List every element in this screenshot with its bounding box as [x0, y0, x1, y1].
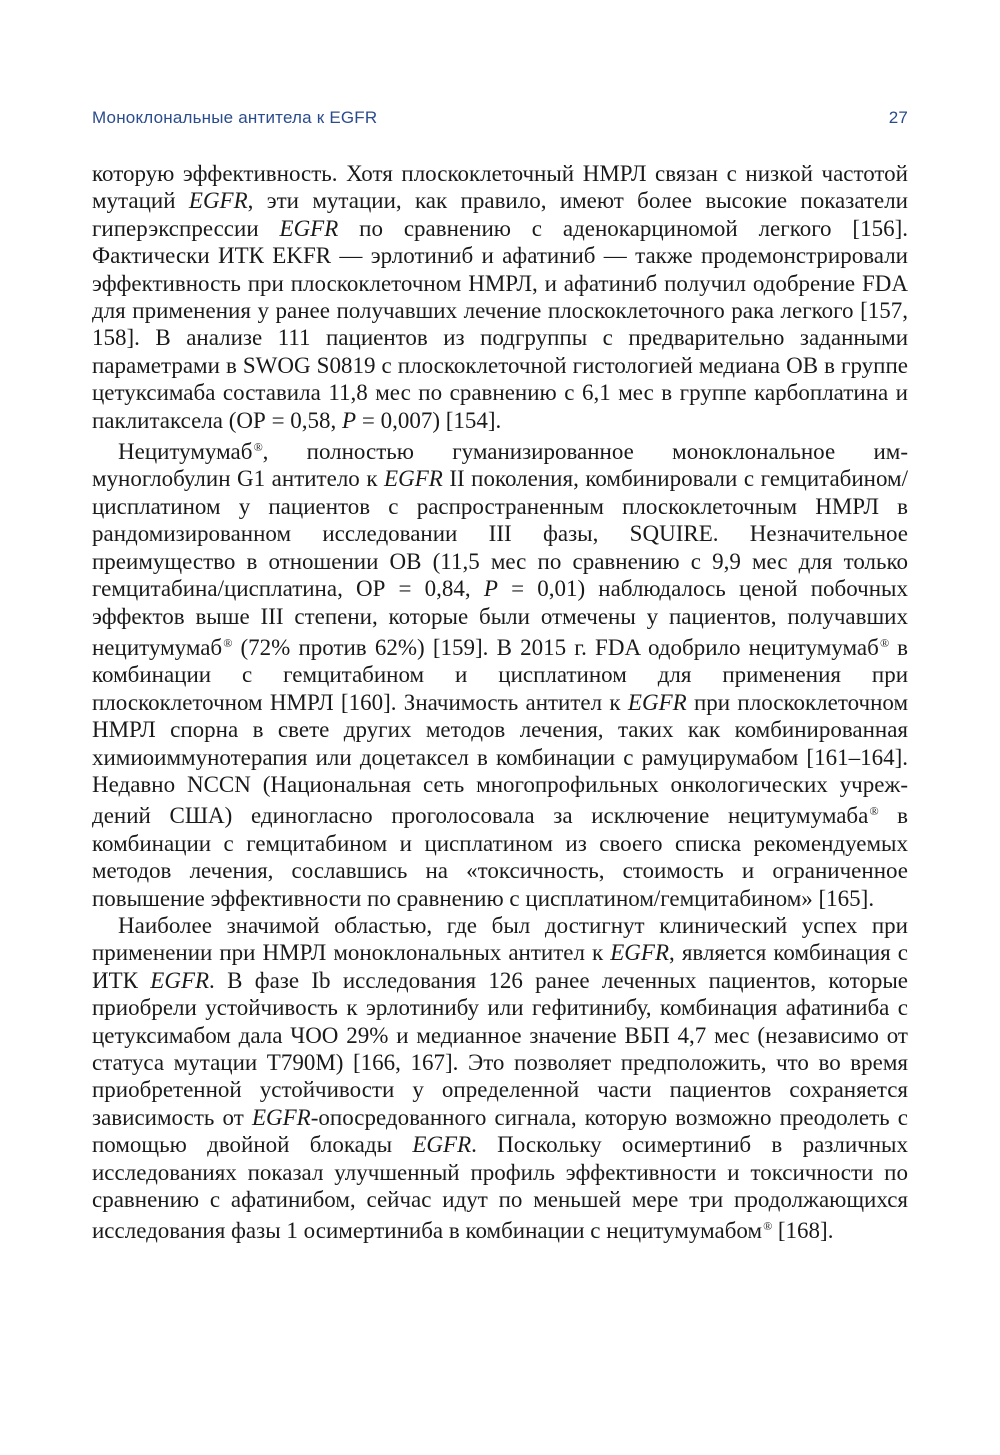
text-run: которую эффективность. Хотя плоскоклеточный НМРЛ связан с низкой частотой мутаций — [92, 161, 908, 214]
text-run: = 0,007) [154]. — [356, 407, 502, 433]
text-run: , полностью гуманизированное моноклональное иммуноглобулин G1 антитело к — [92, 439, 908, 492]
text-run: II поколения, комбинировали с гемцитабином/цисплатином у пациентов с распространенным плоскоклеточным НМРЛ в рандомизированном исследовании III фазы, SQUIRE. Незначительное преимущество в отношении ОВ (11,5 мес по сравнению с 9,9 мес для только гемцитабина/цисплатина, ОР = 0,84, — [92, 466, 908, 602]
text-run: -опосредованного сигнала, которую возможно преодолеть с помощью двойной блокады — [92, 1104, 908, 1158]
text-run: . Поскольку осимертиниб в различных исследованиях показал улучшенный профиль эффективности и токсичности по сравнению с афатинибом, сейчас идут по меньшей мере три продолжающихся исследования фазы 1 осимертиниба в комбинации с нецитумумабом — [92, 1132, 908, 1244]
italic-term: EGFR — [627, 689, 687, 715]
text-run: , эти мутации, как правило, имеют более высокие показатели гиперэкспрессии — [92, 188, 908, 241]
italic-term: EGFR — [279, 215, 339, 241]
text-run: . В фазе Ib исследования 126 ранее леченных пациентов, которые приобрели устойчивость к эрлотинибу или гефитинибу, комбинация афатиниба с цетуксимабом дала ЧОО 29% и медианное значение ВБП 4,7 мес (независимо от статуса мутации T790M) [166, 167]. Это позволяет предположить, что во время приобретенной устойчивости у определенной части пациентов сохраняется зависимость от — [92, 967, 908, 1130]
text-run: при плоскоклеточном НМРЛ спорна в свете других методов лечения, таких как комбинированная химиоиммунотерапия или доцетаксел в комбинации с рамуцирумабом [161–164]. Недавно NCCN (Национальная сеть многопрофильных онкологических учреждений США) единогласно проголосовала за исключение нецитумумаба — [92, 689, 908, 829]
italic-term: EGFR — [251, 1104, 311, 1130]
registered-mark-icon: ® — [223, 635, 233, 650]
registered-mark-icon: ® — [869, 804, 879, 819]
chapter-title: Моноклональные антитела к EGFR — [92, 108, 378, 127]
registered-mark-icon: ® — [763, 1219, 773, 1234]
text-run: (72% против 62%) [159]. В 2015 г. FDA одобрило нецитумумаб — [232, 634, 879, 660]
paragraph-2 — [92, 434, 908, 912]
book-page — [92, 0, 908, 1455]
text-run: [168]. — [772, 1218, 834, 1244]
italic-term: P — [342, 407, 357, 433]
text-run: в комбинации с гемцитабином и цисплатином из своего списка рекомендуемых методов лечения, сославшись на «токсичность, стоимость и ограниченное повышение эффективности по сравнению с цисплатином/гемцитабином» [165]. — [92, 803, 908, 911]
body-text — [92, 160, 908, 1245]
italic-term: EGFR — [384, 466, 443, 492]
text-run: = 0,01) наблюдалось ценой побочных эффектов выше III степени, которые были отмечены у пациентов, получавших нецитумумаб — [92, 576, 908, 660]
registered-mark-icon: ® — [253, 440, 263, 455]
paragraph-3 — [92, 912, 908, 1245]
text-run: в комбинации с гемцитабином и цисплатином для применения при плоскоклеточном НМРЛ [160]. Значимость антител к — [92, 634, 908, 715]
italic-term: EGFR — [188, 188, 248, 214]
italic-term: P — [483, 576, 498, 602]
italic-term: EGFR — [412, 1132, 472, 1158]
paragraph-1 — [92, 160, 908, 434]
text-run: Наиболее значимой областью, где был достигнут клинический успех при применении при НМРЛ моноклональных антител к — [92, 912, 908, 966]
italic-term: EGFR — [150, 967, 210, 993]
text-run: Нецитумумаб — [118, 439, 253, 465]
text-run: по сравнению с аденокарциномой легкого [156]. Фактически ИТК EKFR — эрлотиниб и афатиниб — также продемонстрировали эффективность при плоскоклеточном НМРЛ, и афатиниб получил одобрение FDA для применения у ранее получавших лечение плоскоклеточного рака легкого [157, 158]. В анализе 111 пациентов из подгруппы с предварительно заданными параметрами в SWOG S0819 с плоскоклеточной гистологией медиана ОВ в группе цетуксимаба составила 11,8 мес по сравнению с 6,1 мес в группе карбоплатина и паклитаксела (ОР = 0,58, — [92, 215, 908, 433]
page-number: 27 — [888, 108, 908, 127]
running-header — [92, 108, 908, 136]
italic-term: EGFR — [610, 940, 670, 966]
text-run: , является комбинация с ИТК — [92, 940, 909, 993]
registered-mark-icon: ® — [879, 635, 889, 650]
